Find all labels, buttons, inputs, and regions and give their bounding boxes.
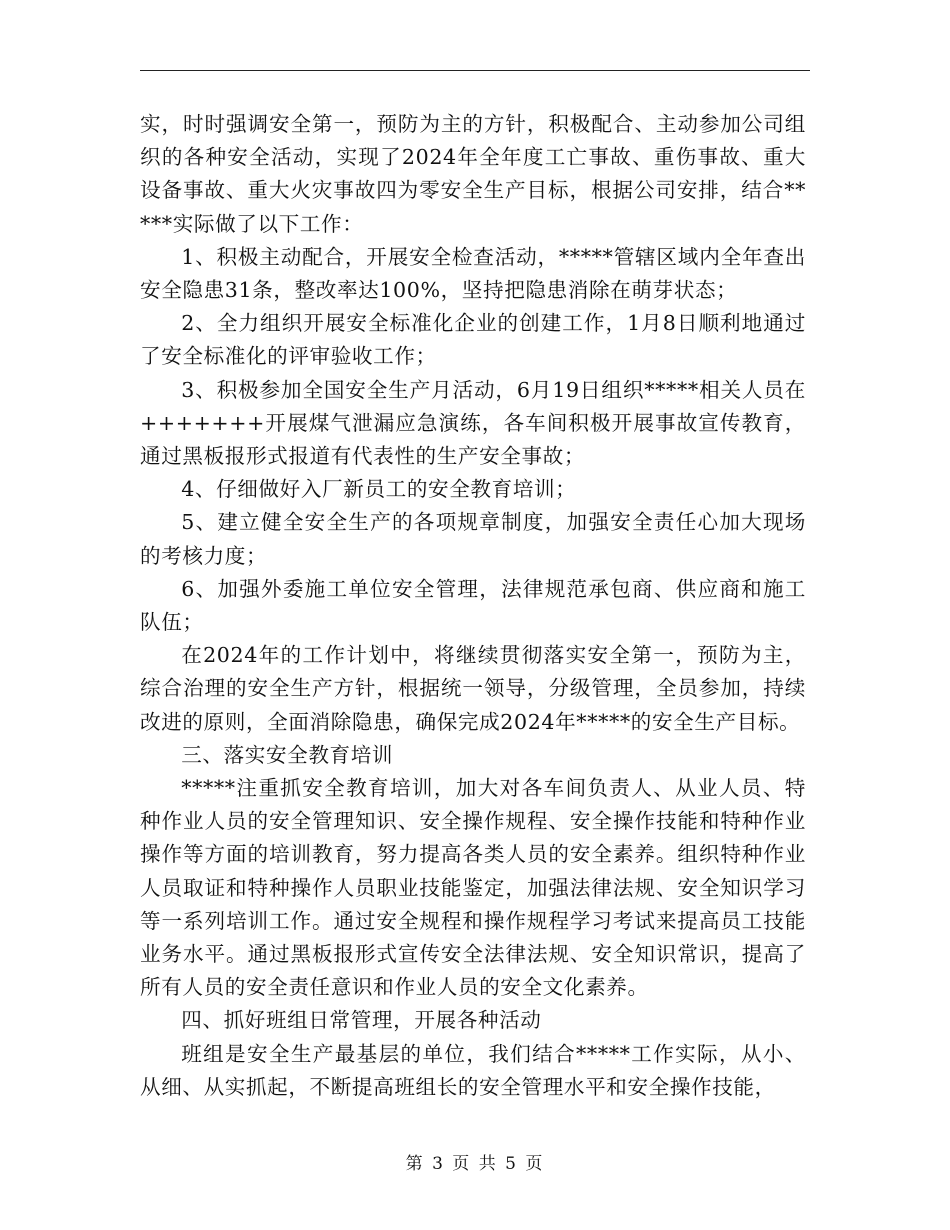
page-number-label: 第 3 页 共 5 页	[405, 1154, 545, 1174]
team-paragraph: 班组是安全生产最基层的单位，我们结合*****工作实际，从小、从细、从实抓起，不断提高班组长的安全管理水平和安全操作技能，	[140, 1041, 806, 1099]
section-heading-4: 四、抓好班组日常管理，开展各种活动	[181, 1008, 542, 1033]
plan-paragraph: 在2024年的工作计划中，将继续贯彻落实安全第一，预防为主，综合治理的安全生产方针，根据统一领导，分级管理，全员参加，持续改进的原则，全面消除隐患，确保完成2024年*****的安全生产目标。	[140, 643, 806, 734]
paragraph-continuation: 实，时时强调安全第一，预防为主的方针，积极配合、主动参加公司组织的各种安全活动，实现了2024年全年度工亡事故、重伤事故、重大设备事故、重大火灾事故四为零安全生产目标，根据公司安排，结合*****实际做了以下工作：	[140, 112, 806, 236]
document-body	[140, 108, 806, 1104]
header-rule	[140, 70, 810, 71]
list-item-2: 2、全力组织开展安全标准化企业的创建工作，1月8日顺利地通过了安全标准化的评审验收工作；	[140, 311, 806, 369]
page-footer	[0, 1152, 950, 1176]
section-heading-3: 三、落实安全教育培训	[181, 742, 394, 767]
training-paragraph: *****注重抓安全教育培训，加大对各车间负责人、从业人员、特种作业人员的安全管理知识、安全操作规程、安全操作技能和特种作业操作等方面的培训教育，努力提高各类人员的安全素养。组织特种作业人员取证和特种操作人员职业技能鉴定，加强法律法规、安全知识学习等一系列培训工作。通过安全规程和操作规程学习考试来提高员工技能业务水平。通过黑板报形式宣传安全法律法规、安全知识常识，提高了所有人员的安全责任意识和作业人员的安全文化素养。	[140, 776, 806, 1000]
list-item-4: 4、仔细做好入厂新员工的安全教育培训；	[181, 477, 577, 502]
list-item-5: 5、建立健全安全生产的各项规章制度，加强安全责任心加大现场的考核力度；	[140, 510, 806, 568]
list-item-3: 3、积极参加全国安全生产月活动，6月19日组织*****相关人员在+++++++开展煤气泄漏应急演练，各车间积极开展事故宣传教育，通过黑板报形式报道有代表性的生产安全事故；	[140, 377, 806, 469]
list-item-1: 1、积极主动配合，开展安全检查活动，*****管辖区域内全年查出安全隐患31条，整改率达100%，坚持把隐患消除在萌芽状态；	[140, 244, 806, 303]
list-item-6: 6、加强外委施工单位安全管理，法律规范承包商、供应商和施工队伍；	[140, 576, 806, 635]
